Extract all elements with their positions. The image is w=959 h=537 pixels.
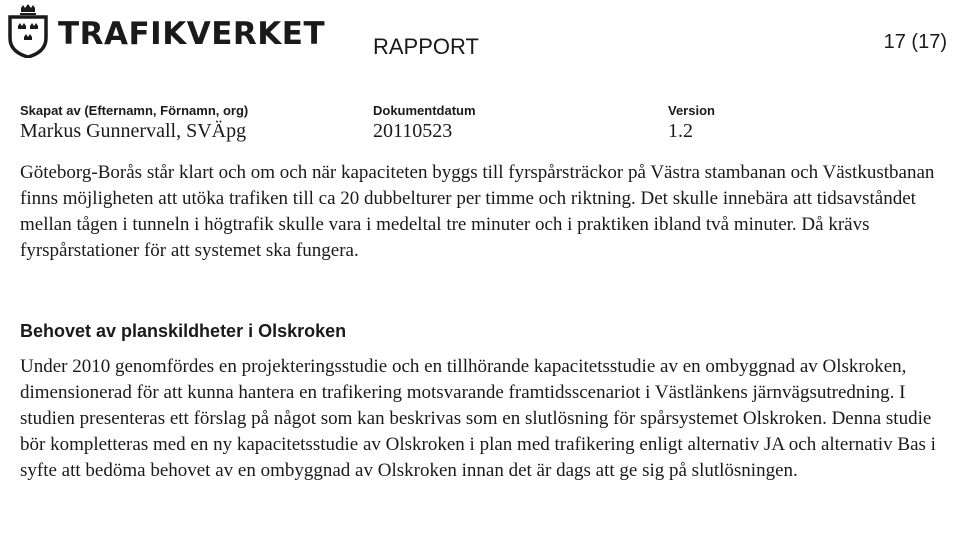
meta-date <box>373 103 476 143</box>
meta-version <box>668 103 715 143</box>
date-value: 20110523 <box>373 120 453 142</box>
meta-author <box>20 103 248 143</box>
document-type: RAPPORT <box>373 34 479 59</box>
author-value: Markus Gunnervall, SVÄpg <box>20 120 247 142</box>
version-label: Version <box>668 103 715 118</box>
trafikverket-logo <box>4 4 325 58</box>
page-header <box>0 0 959 60</box>
page-number: 17 (17) <box>883 31 947 53</box>
crown-emblem-icon <box>4 4 52 58</box>
body-paragraph-1: Göteborg-Borås står klart och om och när kapaciteten byggs till fyrspårsträckor på Västra stambanan och Västkustbanan finns möjligheten att utöka trafiken till ca 20 dubbelturer per timme och riktning. Det skulle innebära att tidsavståndet mellan tågen i tunneln i högtrafik skulle vara i medeltal tre minuter och i praktiken ibland två minuter. Då krävs fyrspårstationer för att systemet ska fungera. <box>20 162 935 261</box>
date-label: Dokumentdatum <box>373 103 476 118</box>
version-value: 1.2 <box>668 120 693 142</box>
logo-wordmark: TRAFIKVERKET <box>58 16 326 52</box>
author-label: Skapat av (Efternamn, Förnamn, org) <box>20 103 249 118</box>
body-paragraph-2: Under 2010 genomfördes en projekteringsstudie och en tillhörande kapacitetsstudie av en ombyggnad av Olskroken, dimensionerad för att kunna hantera en trafikering motsvarande framtidsscenariot i Västlänkens järnvägsutredning. I studien presenteras ett förslag på något som kan beskrivas som en slutlösning för spårsystemet Olskroken. Denna studie bör kompletteras med en ny kapacitetsstudie av Olskroken i plan med trafikering enligt alternativ JA och alternativ Bas i syfte att bedöma behovet av en ombyggnad av Olskroken innan det är dags att ge sig på slutlösningen. <box>20 356 936 481</box>
section-heading: Behovet av planskildheter i Olskroken <box>20 321 347 341</box>
